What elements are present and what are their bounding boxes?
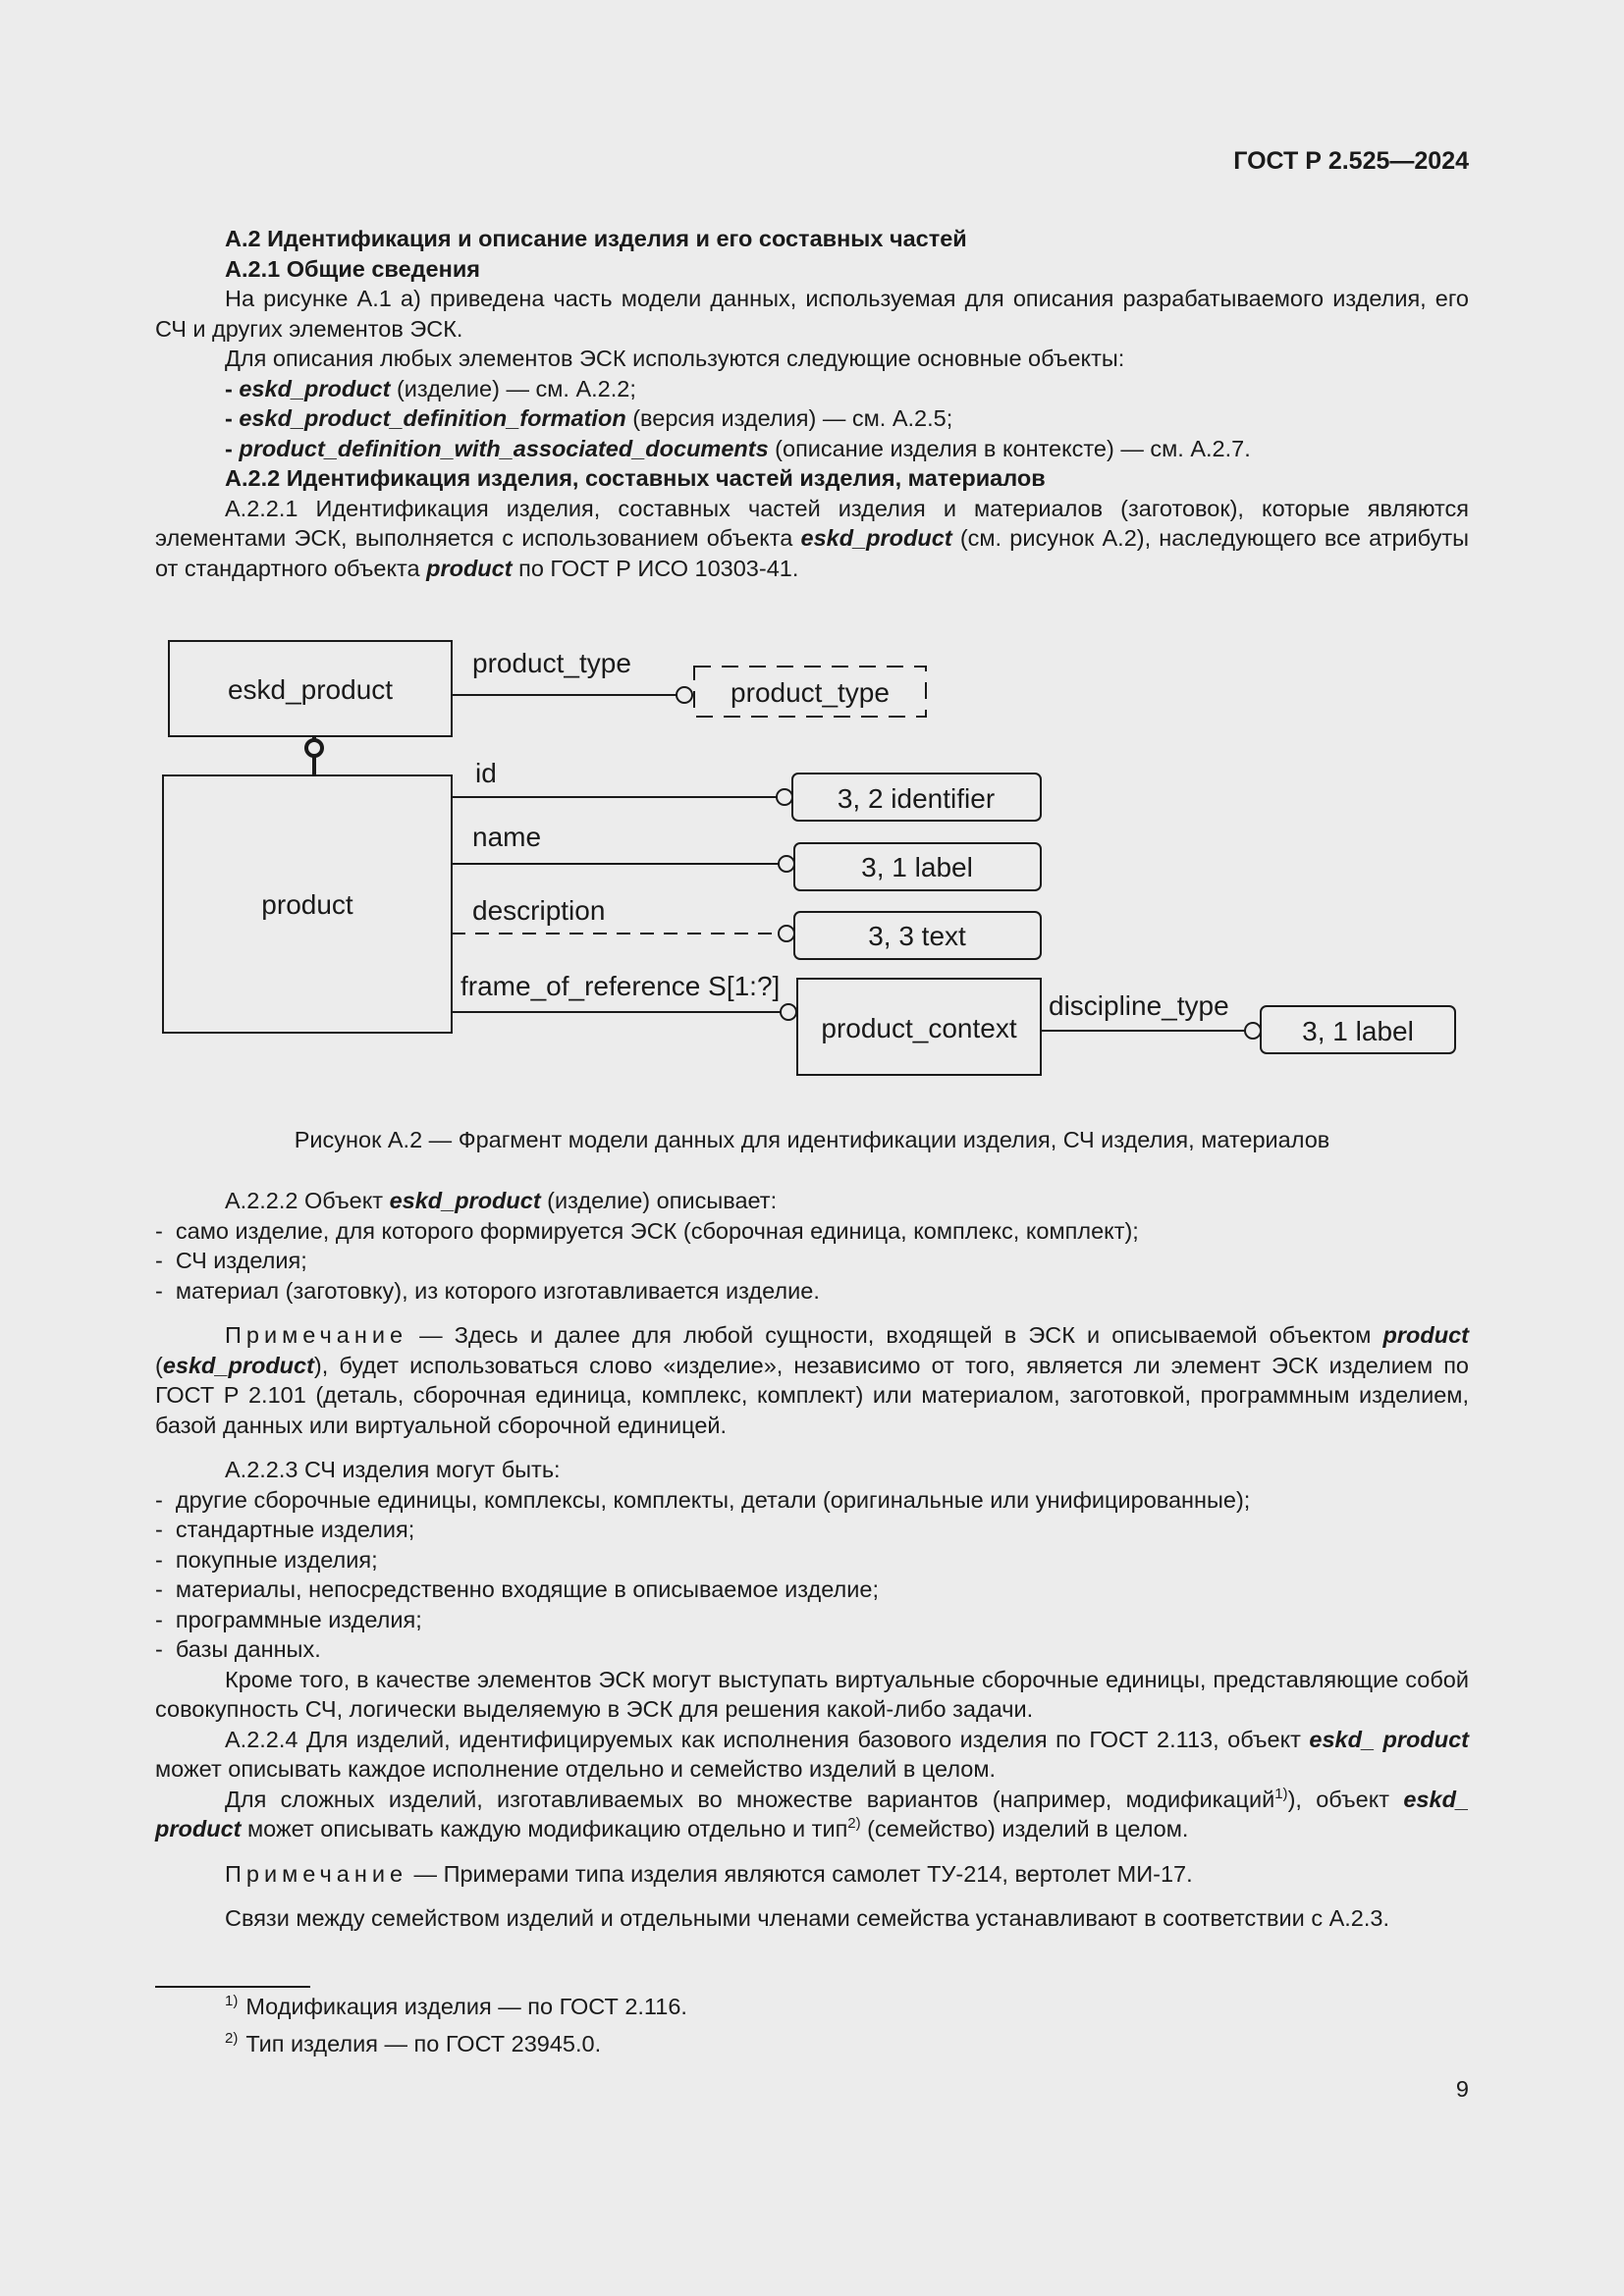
id-attr: id [475, 758, 497, 788]
paragraph-a222: А.2.2.2 Объект eskd_product (изделие) описывает: [225, 1188, 778, 1213]
paragraph-complex: Для сложных изделий, изготавливаемых во множестве вариантов (например, модификаций$^{1)}$), объект eskd_ product может описывать каждую модификацию отдельно и тип$^{2)}$ (семейство) изделий в целом. [155, 1785, 1469, 1842]
identifier-label: 3, 2 identifier [837, 783, 996, 814]
discipline-circle [1245, 1023, 1261, 1039]
discipline-label-label: 3, 1 label [1302, 1016, 1414, 1046]
label-label: 3, 1 label [861, 852, 973, 882]
document-page [155, 0, 1469, 2296]
paragraph-2: Для описания любых элементов ЭСК используются следующие основные объекты: [225, 346, 1125, 371]
name-circle [779, 856, 794, 872]
product-label: product [261, 889, 353, 920]
section-a2 [155, 224, 1469, 583]
heading-a21: А.2.1 Общие сведения [225, 255, 480, 282]
paragraph-a221: А.2.2.1 Идентификация изделия, составных частей изделия и материалов (заготовок), которые являются элементами ЭСК, выполняется с использованием объекта eskd_product (см. рисунок А.2), наследующего все атрибуты от стандартного объекта product по ГОСТ Р ИСО 10303-41. [155, 495, 1469, 581]
eskd-product-label: eskd_product [227, 674, 394, 705]
description-circle [779, 926, 794, 941]
text-label: 3, 3 text [868, 921, 966, 951]
name-attr: name [472, 822, 542, 852]
list-item: - материал (заготовку), из которого изготавливается изделие. [155, 1277, 820, 1304]
figure-caption: Рисунок А.2 — Фрагмент модели данных для идентификации изделия, СЧ изделия, материалов [294, 1127, 1330, 1152]
list-item-object: - eskd_product (изделие) — см. А.2.2; [225, 375, 636, 401]
list-item: - программные изделия; [155, 1606, 422, 1632]
list-item: - СЧ изделия; [155, 1248, 307, 1273]
paragraph-a223: А.2.2.3 СЧ изделия могут быть: [225, 1457, 561, 1482]
list-item: - само изделие, для которого формируется ЭСК (сборочная единица, комплекс, комплект); [155, 1217, 1139, 1244]
list-item: - материалы, непосредственно входящие в описываемое изделие; [155, 1576, 879, 1602]
footnote-2: $^{2)}$ Тип изделия — по ГОСТ 23945.0. [225, 2030, 602, 2056]
product-type-label: product_type [731, 677, 890, 708]
product-context-label: product_context [821, 1013, 1017, 1043]
data-model-diagram [155, 628, 1469, 1090]
product-type-circle [677, 687, 692, 703]
list-item: - другие сборочные единицы, комплексы, комплекты, детали (оригинальные или унифицированные); [155, 1486, 1251, 1513]
paragraph-a224: А.2.2.4 Для изделий, идентифицируемых как исполнения базового изделия по ГОСТ 2.113, объект eskd_ product может описывать каждое исполнение отдельно и семейство изделий в целом. [155, 1726, 1469, 1782]
document-header: ГОСТ Р 2.525—2024 [1233, 147, 1469, 175]
paragraph-links: Связи между семейством изделий и отдельными членами семейства устанавливают в соответствии с А.2.3. [225, 1905, 1389, 1931]
page-number: 9 [1455, 2076, 1469, 2102]
list-item-object: - eskd_product_definition_formation (версия изделия) — см. А.2.5; [225, 405, 953, 431]
heading-a2: А.2 Идентификация и описание изделия и его составных частей [225, 226, 967, 251]
note-1: Примечание — Здесь и далее для любой сущности, входящей в ЭСК и описываемой объектом product (eskd_product), будет использоваться слово «изделие», независимо от того, является ли элемент ЭСК изделием по ГОСТ Р 2.101 (деталь, сборочная единица, комплекс, комплект) или материалом, заготовкой, программным изделием, базой данных или виртуальной сборочной единицей. [155, 1322, 1469, 1438]
paragraph-virtual: Кроме того, в качестве элементов ЭСК могут выступать виртуальные сборочные единицы, представляющие собой совокупность СЧ, логически выделяемую в ЭСК для решения какой-либо задачи. [155, 1666, 1469, 1722]
product-type-attr: product_type [472, 648, 631, 678]
frame-of-reference-attr: frame_of_reference S[1:?] [460, 971, 781, 1001]
list-item: - покупные изделия; [155, 1546, 378, 1573]
discipline-type-attr: discipline_type [1049, 990, 1229, 1021]
note-2: Примечание — Примерами типа изделия являются самолет ТУ-214, вертолет МИ-17. [225, 1860, 1193, 1887]
inheritance-circle [306, 740, 322, 756]
list-item: - базы данных. [155, 1636, 321, 1662]
list-item-object: - product_definition_with_associated_documents (описание изделия в контексте) — см. А.2.7. [225, 435, 1251, 461]
footnote-separator [155, 1986, 310, 1988]
id-circle [777, 789, 792, 805]
footnote-1: $^{1)}$ Модификация изделия — по ГОСТ 2.116. [225, 1993, 687, 2019]
heading-a22: А.2.2 Идентификация изделия, составных частей изделия, материалов [225, 465, 1046, 491]
frame-of-reference-circle [781, 1004, 796, 1020]
section-a222 [155, 1186, 1469, 1934]
list-item: - стандартные изделия; [155, 1517, 415, 1542]
description-attr: description [472, 895, 606, 926]
paragraph-1: На рисунке А.1 а) приведена часть модели данных, используемая для описания разрабатываемого изделия, его СЧ и других элементов ЭСК. [155, 286, 1469, 342]
